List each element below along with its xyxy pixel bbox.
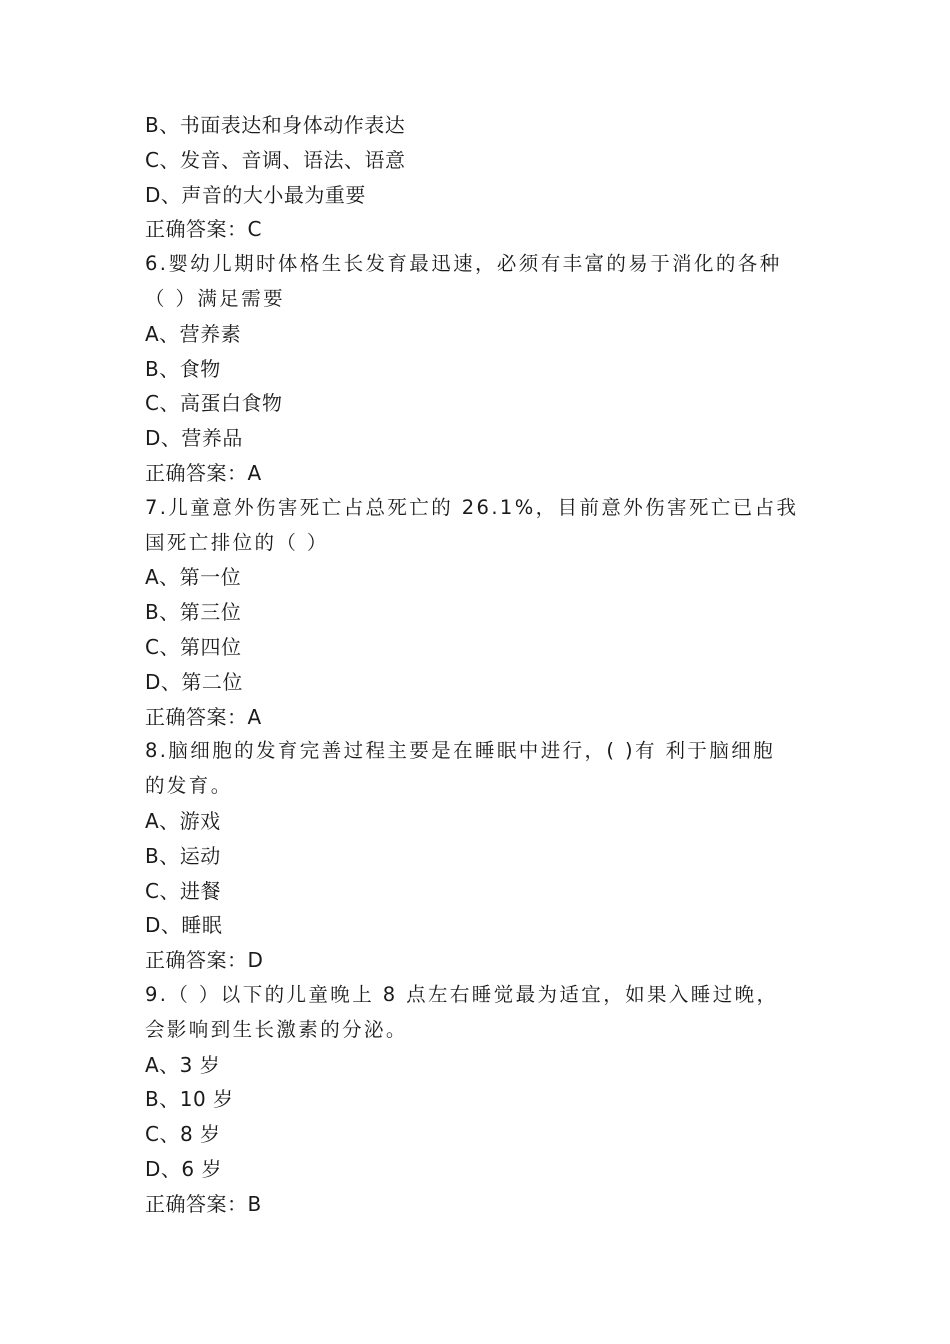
answer-option: C、进餐 [145,878,221,903]
question-text: 会影响到生长激素的分泌。 [145,1017,408,1041]
answer-option: D、声音的大小最为重要 [145,182,366,207]
correct-answer: 正确答案：D [145,948,264,973]
question-text: 7.儿童意外伤害死亡占总死亡的 26.1%，目前意外伤害死亡已占我 [145,495,799,519]
answer-option: D、6 岁 [145,1156,222,1181]
correct-answer: 正确答案：B [145,1191,262,1216]
answer-option: B、10 岁 [145,1087,234,1112]
answer-option: D、营养品 [145,426,243,451]
answer-option: A、营养素 [145,321,242,346]
question-text: 的发育。 [145,774,233,798]
question-text: 6.婴幼儿期时体格生长发育最迅速，必须有丰富的易于消化的各种 [145,252,782,276]
question-text: （ ）满足需要 [145,286,285,310]
answer-option: C、8 岁 [145,1122,221,1147]
answer-option: B、运动 [145,843,221,868]
answer-option: A、3 岁 [145,1052,221,1077]
question-text: 8.脑细胞的发育完善过程主要是在睡眠中进行，( )有 利于脑细胞 [145,739,776,763]
question-text: 国死亡排位的（ ） [145,530,329,554]
answer-option: B、食物 [145,356,221,381]
document-page [145,108,815,1222]
correct-answer: 正确答案：A [145,460,262,485]
correct-answer: 正确答案：A [145,704,262,729]
question-text: 9.（ ）以下的儿童晚上 8 点左右睡觉最为适宜，如果入睡过晚， [145,982,779,1006]
answer-option: D、睡眠 [145,913,223,938]
answer-option: A、游戏 [145,808,221,833]
answer-option: C、高蛋白食物 [145,391,283,416]
answer-option: B、书面表达和身体动作表达 [145,113,406,137]
correct-answer: 正确答案：C [145,217,262,242]
answer-option: C、发音、音调、语法、语意 [145,147,406,172]
answer-option: A、第一位 [145,565,242,590]
answer-option: B、第三位 [145,600,242,625]
answer-option: D、第二位 [145,669,243,694]
answer-option: C、第四位 [145,634,242,659]
